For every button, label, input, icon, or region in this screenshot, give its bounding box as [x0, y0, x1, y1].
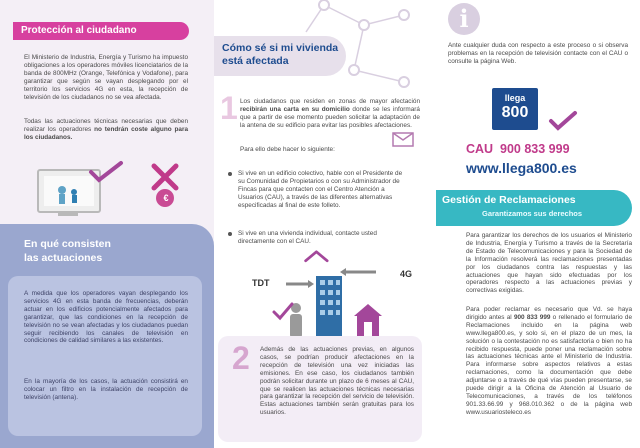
label-tdt: TDT	[252, 278, 270, 288]
step-1-instructions: Para ello debe hacer lo siguiente:	[240, 146, 335, 153]
step-2-paragraph: Además de las actuaciones previas, en algunos casos, se podrían producir afectaciones en la recepción de televisión una vez iniciadas las emisiones. En ese caso, los ciudadanos también podrán solicitar durante un plazo de 6 meses al CAU, que se realicen las actuaciones técnicas necesarias para garantizar la recepción del servicio de televisión. Estas actuaciones también serán gratuitas para los usuarios.	[260, 346, 414, 417]
step-1-text: Los ciudadanos que residen en zonas de mayor afectación	[240, 98, 420, 105]
info-icon: i	[448, 3, 480, 35]
panel-como-se	[214, 0, 426, 448]
bullet-dot	[228, 232, 232, 236]
cau-phone[interactable]: CAU 900 833 999	[466, 142, 570, 156]
step-1-text-end: donde se les informará que a partir de ese momento pueden solicitar la adaptación de la antena de su edificio para evitar las posibles afectaciones.	[240, 105, 420, 129]
reclamaciones-paragraph-2-text: Para poder reclamar es necesario que Vd. se haya dirigido antes al	[466, 306, 632, 321]
reclamaciones-paragraph-2-text-end: o rellenado el formulario de Reclamaciones incluido en la página web www.llega800.es, y solo si, en el plazo de un mes, la solución o la contestación no es satisfactoria o bien no ha recibido respuesta, puede poner una reclamación sobre las actuaciones técnicas ante el Ministerio de Industria. Para informarse sobre aspectos relativos a estas reclamaciones, como la documentación que debe adjuntarse o a través de qué vías pueden presentarse, se puede dirigir a la Oficina de Atención al Usuario de Telecomunicaciones, a través de los teléfonos 901.33.66.99 y 968.010.362 o de la página web www.usuariosteleco.es	[466, 313, 632, 416]
title-line-2: está afectada	[222, 55, 289, 67]
reclamaciones-paragraph-1: Para garantizar los derechos de los usuarios el Ministerio de Industria, Energía y Turismo a través de la Secretaría de Estado de Telecomunicaciones y para la Sociedad de la Información resolverá las reclamaciones presentadas por los ciudadanos contra las respuestas y las actuaciones que hayan sido efectuadas por los operadores respecto a las actuaciones previas y correctivas exigidas.	[466, 232, 632, 295]
reclamaciones-phone: 900 833 999	[513, 313, 551, 321]
mail-icon	[392, 132, 414, 147]
section-title-proteccion: Protección al ciudadano	[13, 22, 189, 40]
step-1-paragraph	[240, 98, 420, 130]
step-number-2: 2	[232, 340, 250, 376]
section-title-line-2: las actuaciones	[24, 252, 103, 264]
contact-intro: Ante cualquier duda con respecto a este proceso o si observa problemas en la recepción de televisión contacte con el CAU o consulte la página Web.	[448, 42, 628, 65]
section-title-como-se	[222, 42, 338, 68]
bullet-2: Si vive en una vivienda individual, contacte usted directamente con el CAU.	[238, 230, 377, 245]
actuaciones-paragraph-1: A medida que los operadores vayan desplegando los servicios 4G en esta banda de frecuencias, deberán actuar en los edificios potencialmente afectados para garantizar, que las condiciones en la recepción de televisión no se vean afectadas y los ciudadanos puedan seguir recibiendo los canales de televisión en condiciones de calidad similares a las existentes.	[24, 290, 188, 345]
section-title-actuaciones	[24, 237, 111, 265]
title-line-1: Cómo sé si mi vivienda	[222, 42, 339, 54]
proteccion-paragraph-2-bold: no tendrán coste alguno para los ciudadanos.	[24, 125, 189, 141]
step-1-bold: recibirán una carta en su domicilio	[240, 105, 350, 113]
reclamaciones-paragraph-2	[466, 306, 632, 417]
logo-text-2: 800	[501, 104, 529, 121]
website-link[interactable]: www.llega800.es	[466, 160, 577, 176]
step-number-1: 1	[220, 90, 238, 126]
proteccion-paragraph-1: El Ministerio de Industria, Energía y Turismo ha impuesto obligaciones a los operadores móviles licenciatarios de la banda de 800MHz (Orange, Telefónica y Vodafone), para garantizar que según se vayan desplegando por el territorio los servicios 4G en esta, la recepción de televisión de los ciudadanos no se vea afectada.	[24, 54, 188, 101]
proteccion-paragraph-2	[24, 118, 188, 142]
bullet-1: Si vive en un edificio colectivo, hable con el Presidente de su Comunidad de Propietarios o con su Administrador de Fincas para que contacten con el Centro Atención a Usuarios (CAU), a través de las diferentes alternativas especificadas al final de este folleto.	[238, 170, 403, 209]
check-icon	[548, 110, 578, 132]
proteccion-paragraph-2-text: Todas las actuaciones técnicas necesarias que deben realizar los operadores	[24, 118, 188, 133]
logo-text-1: llega	[504, 93, 526, 103]
building-illustration	[264, 250, 424, 342]
check-icon	[88, 160, 124, 184]
label-4g: 4G	[400, 269, 413, 279]
actuaciones-paragraph-2: En la mayoría de los casos, la actuación consistirá en colocar un filtro en la instalación de recepción de televisión (antena).	[24, 378, 188, 401]
section-title-line-1: En qué consisten	[24, 238, 111, 250]
panel-contacto	[426, 0, 640, 448]
bullet-dot	[228, 172, 232, 176]
reclamaciones-title: Gestión de Reclamaciones	[442, 194, 576, 206]
panel-proteccion	[0, 0, 214, 448]
reclamaciones-subtitle: Garantizamos sus derechos	[482, 209, 583, 218]
euro-icon: €	[163, 193, 169, 203]
llega800-logo	[492, 88, 538, 130]
